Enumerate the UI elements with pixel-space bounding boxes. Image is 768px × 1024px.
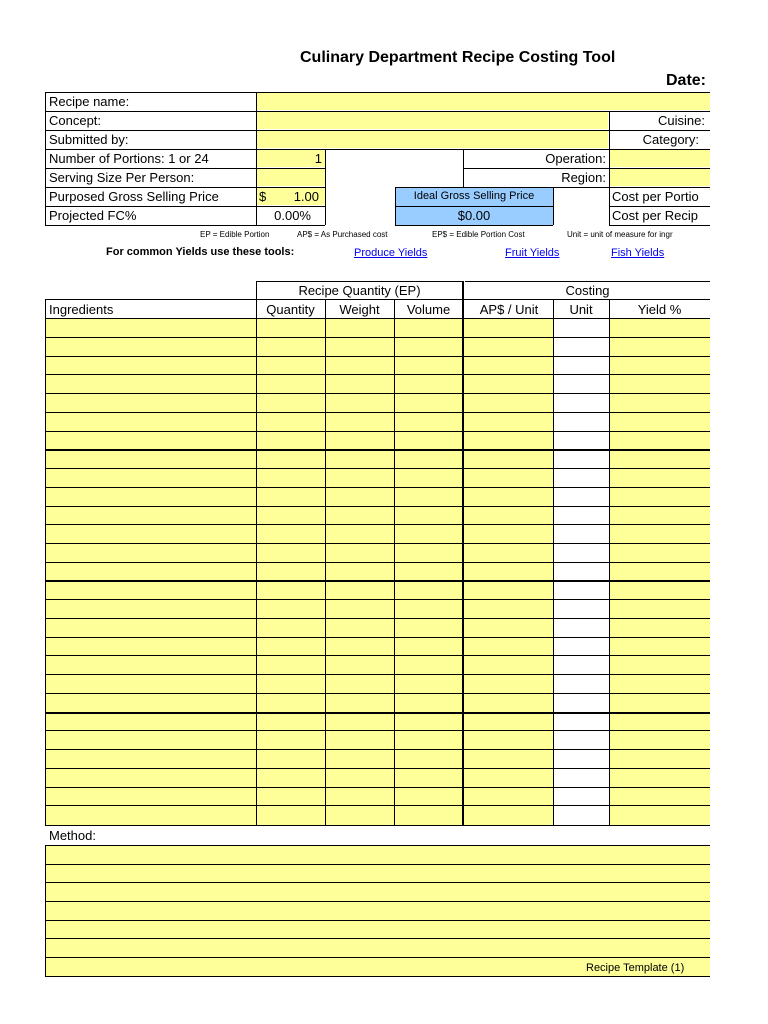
col-yield: Yield % (637, 302, 682, 317)
serving-size-input[interactable] (256, 168, 325, 186)
page-title: Culinary Department Recipe Costing Tool (300, 49, 616, 66)
legend-ap: AP$ = As Purchased cost (297, 230, 388, 239)
col-weight: Weight (339, 302, 380, 317)
col-quantity: Quantity (266, 302, 315, 317)
cost-per-portion-label: Cost per Portio (612, 189, 699, 204)
produce-yields-link[interactable]: Produce Yields (354, 247, 428, 259)
category-label: Category: (642, 132, 699, 147)
region-label: Region: (561, 170, 606, 185)
portions-value: 1 (314, 151, 322, 166)
gross-price-label: Purposed Gross Selling Price (49, 189, 219, 204)
col-ingredients: Ingredients (49, 302, 114, 317)
gross-price-value: 1.00 (293, 189, 319, 204)
fish-yields-link[interactable]: Fish Yields (611, 247, 665, 259)
recipe-name-input[interactable] (256, 92, 710, 110)
yields-label: For common Yields use these tools: (106, 246, 295, 258)
concept-input[interactable] (256, 111, 608, 129)
group-costing: Costing (565, 283, 610, 298)
operation-input[interactable] (609, 149, 710, 167)
fruit-yields-link[interactable]: Fruit Yields (505, 247, 560, 259)
sheet-name: Recipe Template (1) (586, 962, 685, 974)
cost-per-recipe-label: Cost per Recip (612, 208, 698, 223)
gross-price-currency: $ (259, 189, 267, 204)
col-ap-unit: AP$ / Unit (479, 302, 539, 317)
fc-label: Projected FC% (49, 208, 137, 223)
method-label: Method: (49, 828, 96, 843)
region-input[interactable] (609, 168, 710, 186)
submitted-by-input[interactable] (256, 130, 608, 148)
portions-label: Number of Portions: 1 or 24 (49, 151, 209, 166)
concept-label: Concept: (49, 113, 102, 128)
col-unit: Unit (569, 302, 593, 317)
legend-epc: EP$ = Edible Portion Cost (432, 230, 525, 239)
serving-size-label: Serving Size Per Person: (49, 170, 195, 185)
legend-ep: EP = Edible Portion (200, 230, 270, 239)
cuisine-label: Cuisine: (658, 113, 705, 128)
col-volume: Volume (406, 302, 451, 317)
ideal-price-value: $0.00 (457, 208, 491, 223)
submitted-by-label: Submitted by: (49, 132, 129, 147)
legend-unit: Unit = unit of measure for ingr (567, 230, 673, 239)
recipe-name-label: Recipe name: (49, 94, 130, 109)
date-label: Date: (666, 72, 707, 89)
ideal-price-label: Ideal Gross Selling Price (413, 190, 535, 202)
group-recipe-quantity: Recipe Quantity (EP) (298, 283, 421, 298)
operation-label: Operation: (545, 151, 606, 166)
fc-value: 0.00% (274, 208, 311, 223)
